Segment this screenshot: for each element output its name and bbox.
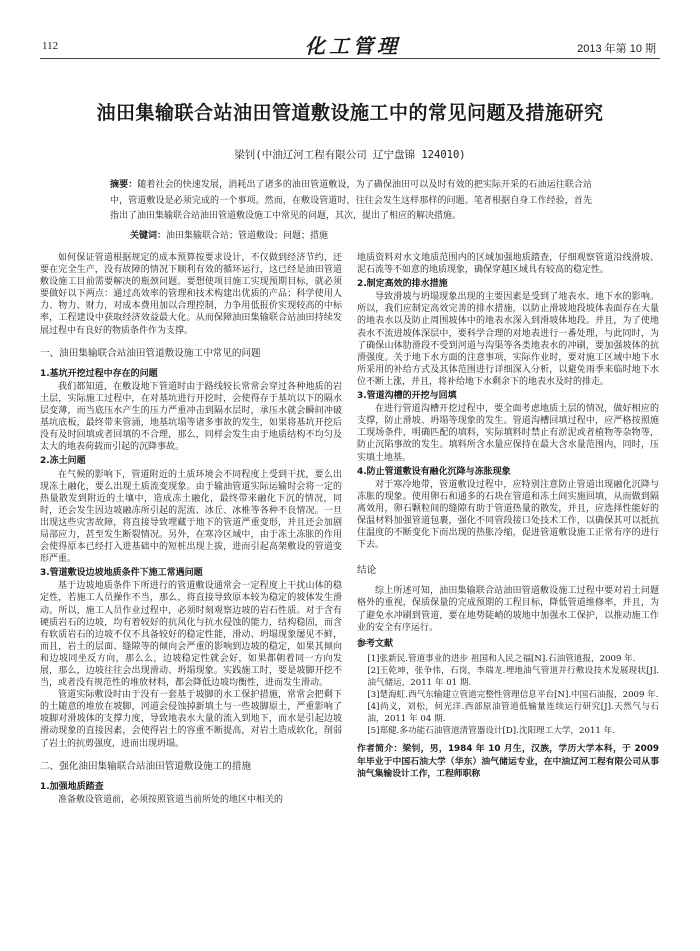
paragraph: 对于寒冷地带，管道敷设过程中，应特别注意防止管道出现融化沉降与冻胀的现象。使用卵石和通多的石块在管道和冻土间实施回填，从而做到隔离效用，卵石颗粒间的缝隙有助于管道热量的散发，并且，应选择性能好的保温材料加强管道包裹，强化不同管段接口处技术工作，以确保其可以抵抗住温度的不断变化下而出现的热胀冷缩，促进管道敷设施工正常有序的进行下去。 bbox=[357, 479, 659, 551]
paragraph: 管道实际敷设时由于没有一套基于坡脚的水工保护措施，常常会把剩下的土随意的堆放在坡脚，河道会侵蚀掉新填土与一些坡脚原土，严重影响了坡脚对滑坡体的支撑力度，导致地表水大量的流入到地下，而水是引起边坡滑动现象的直接因素，会使得岩土的容重不断提高，对岩土造成软化，削弱了岩土的抗剪强度，进而出现坍塌。 bbox=[40, 690, 342, 749]
subsection-heading: 2.冻土问题 bbox=[40, 456, 86, 467]
keywords-label: 关键词： bbox=[130, 231, 167, 241]
issue-label: 2013 年第 10 期 bbox=[577, 43, 656, 55]
article-title: 油田集输联合站油田管道敷设施工中的常见问题及措施研究 bbox=[96, 102, 604, 124]
header-divider bbox=[40, 58, 660, 59]
left-column bbox=[40, 252, 342, 806]
subsection-heading: 1.基坑开挖过程中存在的问题 bbox=[40, 368, 158, 379]
paragraph: 我们都知道，在敷设地下管道时由于路线较长常常会穿过各种地质的岩土层，实际施工过程中，在对基坑进行开挖时，会使得存于基坑以下的隔水层变薄，而当底压水产生的压力严重冲击到隔水层时，承压水就会瞬间冲破基坑底板，最终带来管涌，地基坑塌等诸多事故的发生，如果将基坑开挖后没有及时回填或者回填的不合理，那么，同样会发生由于地质结构不均匀及太大的地表荷载而引起的沉降事故。 bbox=[40, 381, 342, 453]
abstract bbox=[110, 178, 592, 225]
paragraph: 导致滑坡与坍塌现象出现的主要因素是受到了地表水、地下水的影响。所以，我们应制定高效完善的排水措施，以防止滑坡地段坡体表面存在大量的地表水以及防止周围坡体中的地表水深入到滑坡体地段。并且，为了使地表水不流进坡体深层中，要科学合理的对地表进行一番处理，与此同时，为了确保山体肋滑段不受到河道与沟渠等各类地表水的冲刷，要加强坡体的抗滑强度。关于地下水方面的注意事项，实际作业时，要对施工区域中地下水所采用的补给方式及其体范围进行详细深入分析，以避免雨季来临时地下水位不断上涨，并且，将补给地下水剩余下的地表水及时的排走。 bbox=[357, 292, 659, 387]
keywords-text: 油田集输联合站；管道敷设；问题；措施 bbox=[166, 231, 329, 241]
reference-item: [3]楚海虹.西气东输建立管道完整性管理信息平台[N].中国石油报，2009 年. bbox=[367, 690, 659, 701]
reference-item: [4]尚义，刘松，何光洋.西部原油管道低输量连续运行研究[J].天然气与石油，2011 年 04 期. bbox=[367, 702, 659, 725]
reference-item: [2]王乾坤，张争伟，石岗，李瑞龙.埋地油气管道并行敷设技术发展现状[J].油气储运，2011 年 01 期. bbox=[367, 665, 659, 688]
reference-item: [5]郑健.多功能石油管道清管器设计[D].沈阳理工大学，2011 年. bbox=[367, 726, 615, 737]
subsection-heading: 3.管道沟槽的开挖与回填 bbox=[357, 391, 457, 402]
references-heading: 参考文献 bbox=[357, 638, 394, 649]
paragraph: 准备敷设管道前，必须按照管道当前所处的地区中相关的 bbox=[58, 794, 284, 805]
abstract-text: 随着社会的快速发展，消耗出了诸多的油田管道敷设，为了确保油田可以及时有效的把实际开采的石油运往联合站中，管道敷设是必须完成的一个事项。然而，在敷设管道时，往往会发生这样那样的问题。笔者根据自身工作经验，首先指出了油田集输联合站油田管道敷设施工中常见的问题，其次，提出了相应的解决措施。 bbox=[110, 180, 592, 221]
subsection-heading: 2.制定高效的排水措施 bbox=[357, 279, 448, 290]
reference-item: [1]张新民.管道事业的进步 祖国和人民之福[N].石油管道报，2009 年. bbox=[367, 653, 636, 664]
subsection-heading: 4.防止管道敷设有融化沉降与冻胀现象 bbox=[357, 466, 511, 477]
section-heading-2: 二、强化油田集输联合站油田管道敷设施工的措施 bbox=[40, 760, 252, 772]
paragraph: 基于边坡地质条件下所进行的管道敷设通常会一定程度上干扰山体的稳定性，若施工人员操作不当，那么，将直接导致原本较为稳定的坡体发生滑动。所以，施工人员作业过程中，必须时刻观察边坡的岩石性质。对于含有硬质岩石的边坡，均有着较好的抗风化与抗水侵蚀的能力，结构稳固，而含有软质岩石的边坡不仅不具备较好的稳定性能，滑动、坍塌现象屡见不鲜，而且，岩土的层面、缝隙等的倾向会严重的影响到边坡的稳定，如果其倾向和边坡同坐反方向，那么么，边坡稳定性就会好，如果都朝着同一方向发展，那么，边坡往往会出现滑动、坍塌现象。实践施工时，要是坡脚开挖不当，或者没有规范性的堆放材料，都会降低边坡均衡性，进而发生滑动。 bbox=[40, 581, 342, 689]
journal-logo: 化工管理 bbox=[305, 34, 401, 58]
section-heading-1: 一、油田集输联合站油田管道敷设施工中常见的问题 bbox=[40, 347, 261, 359]
intro-paragraph: 如何保证管道根据规定的成本预算按要求设计，不仅做到经济节约，还要在完全生产，没有故障的情况下顺利有效的循环运行，这已经是油田管道敷设施工目前需要解决的瓶颈问题。要想使项目施工实现预期目标，就必须要做好以下两点：通过高效率的管理和技术构建出优质的产品；科学使用人力、物力、财力，对成本费用加以合理控制，力争用低报价实现较高的中标率，工程建设中获取经济效益最大化。从而保障油田集输联合站油田持续发展过程中有良好的物质条件作为支撑。 bbox=[40, 253, 342, 336]
subsection-heading: 3.管道敷设边坡地质条件下施工常遇问题 bbox=[40, 568, 203, 579]
keywords bbox=[130, 228, 328, 241]
conclusion-heading: 结论 bbox=[357, 565, 377, 577]
abstract-label: 摘要： bbox=[110, 180, 138, 190]
paragraph: 在进行管道沟槽开挖过程中，要全面考虑地质土层的情况，做好相应的支撑，防止滑坡、坍塌等现象的发生。管道沟槽回填过程中，应严格按照施工现场条件，明确匹配的填料，实际填料时禁止有淤泥或者植物等杂物等，防止沉陷事故的发生。填料所含水量应保持在最大含水量范围内，同时，压实填土地基。 bbox=[357, 404, 659, 463]
article-authors: 梁钊(中油辽河工程有限公司 辽宁盘锦 124010) bbox=[234, 149, 466, 161]
paragraph: 地质资料对水文地质范围内的区域加强地质踏查，仔细观察管道沿线滑坡、泥石流等不如意的地质现象，确保穿越区域具有较高的稳定性。 bbox=[357, 253, 659, 276]
subsection-heading: 1.加强地质踏查 bbox=[40, 781, 104, 792]
author-bio: 作者简介：梁钊，男，1984 年 10 月生，汉族，学历大学本科，于 2009 年毕业于中国石油大学（华东）油气储运专业，在中油辽河工程有限公司从事油气集输设计工作，工程师职称 bbox=[357, 744, 659, 779]
page-number: 112 bbox=[42, 40, 59, 52]
paragraph: 在气候的影响下，管道附近的土质环境会不同程度上受到干扰，要么出现冻土融化，要么出现土质流变现象。由于输油管道实际运输时会将一定的热量散发到附近的土壤中，造成冻土融化，最终带来融化下沉的情况，同时，还会发生因边坡融冻所引起的泥流、冰丘、冰椎等各种不良情况。一旦出现这些灾害故障，将直接导致埋藏于地下的管道严重变形，并且还会加剧局部应力，甚至发生断裂情况。另外，在寒冷区域中，由于冻土冻胀的作用会使得原本已经打入进基础中的短桩出现上拔，进而引起高架敷设的管道变形严重。 bbox=[40, 469, 342, 565]
right-column bbox=[357, 252, 659, 780]
conclusion-paragraph: 综上所述可知，油田集输联合站油田管道敷设施工过程中要对岩土问题格外的重视，保质保量的完成预期的工程目标，降低管道维修率，并且，为了避免水冲刷到管道，要在地势陡峭的坡地中加强水工保护，以推动施工作业的安全有序运行。 bbox=[357, 586, 659, 633]
